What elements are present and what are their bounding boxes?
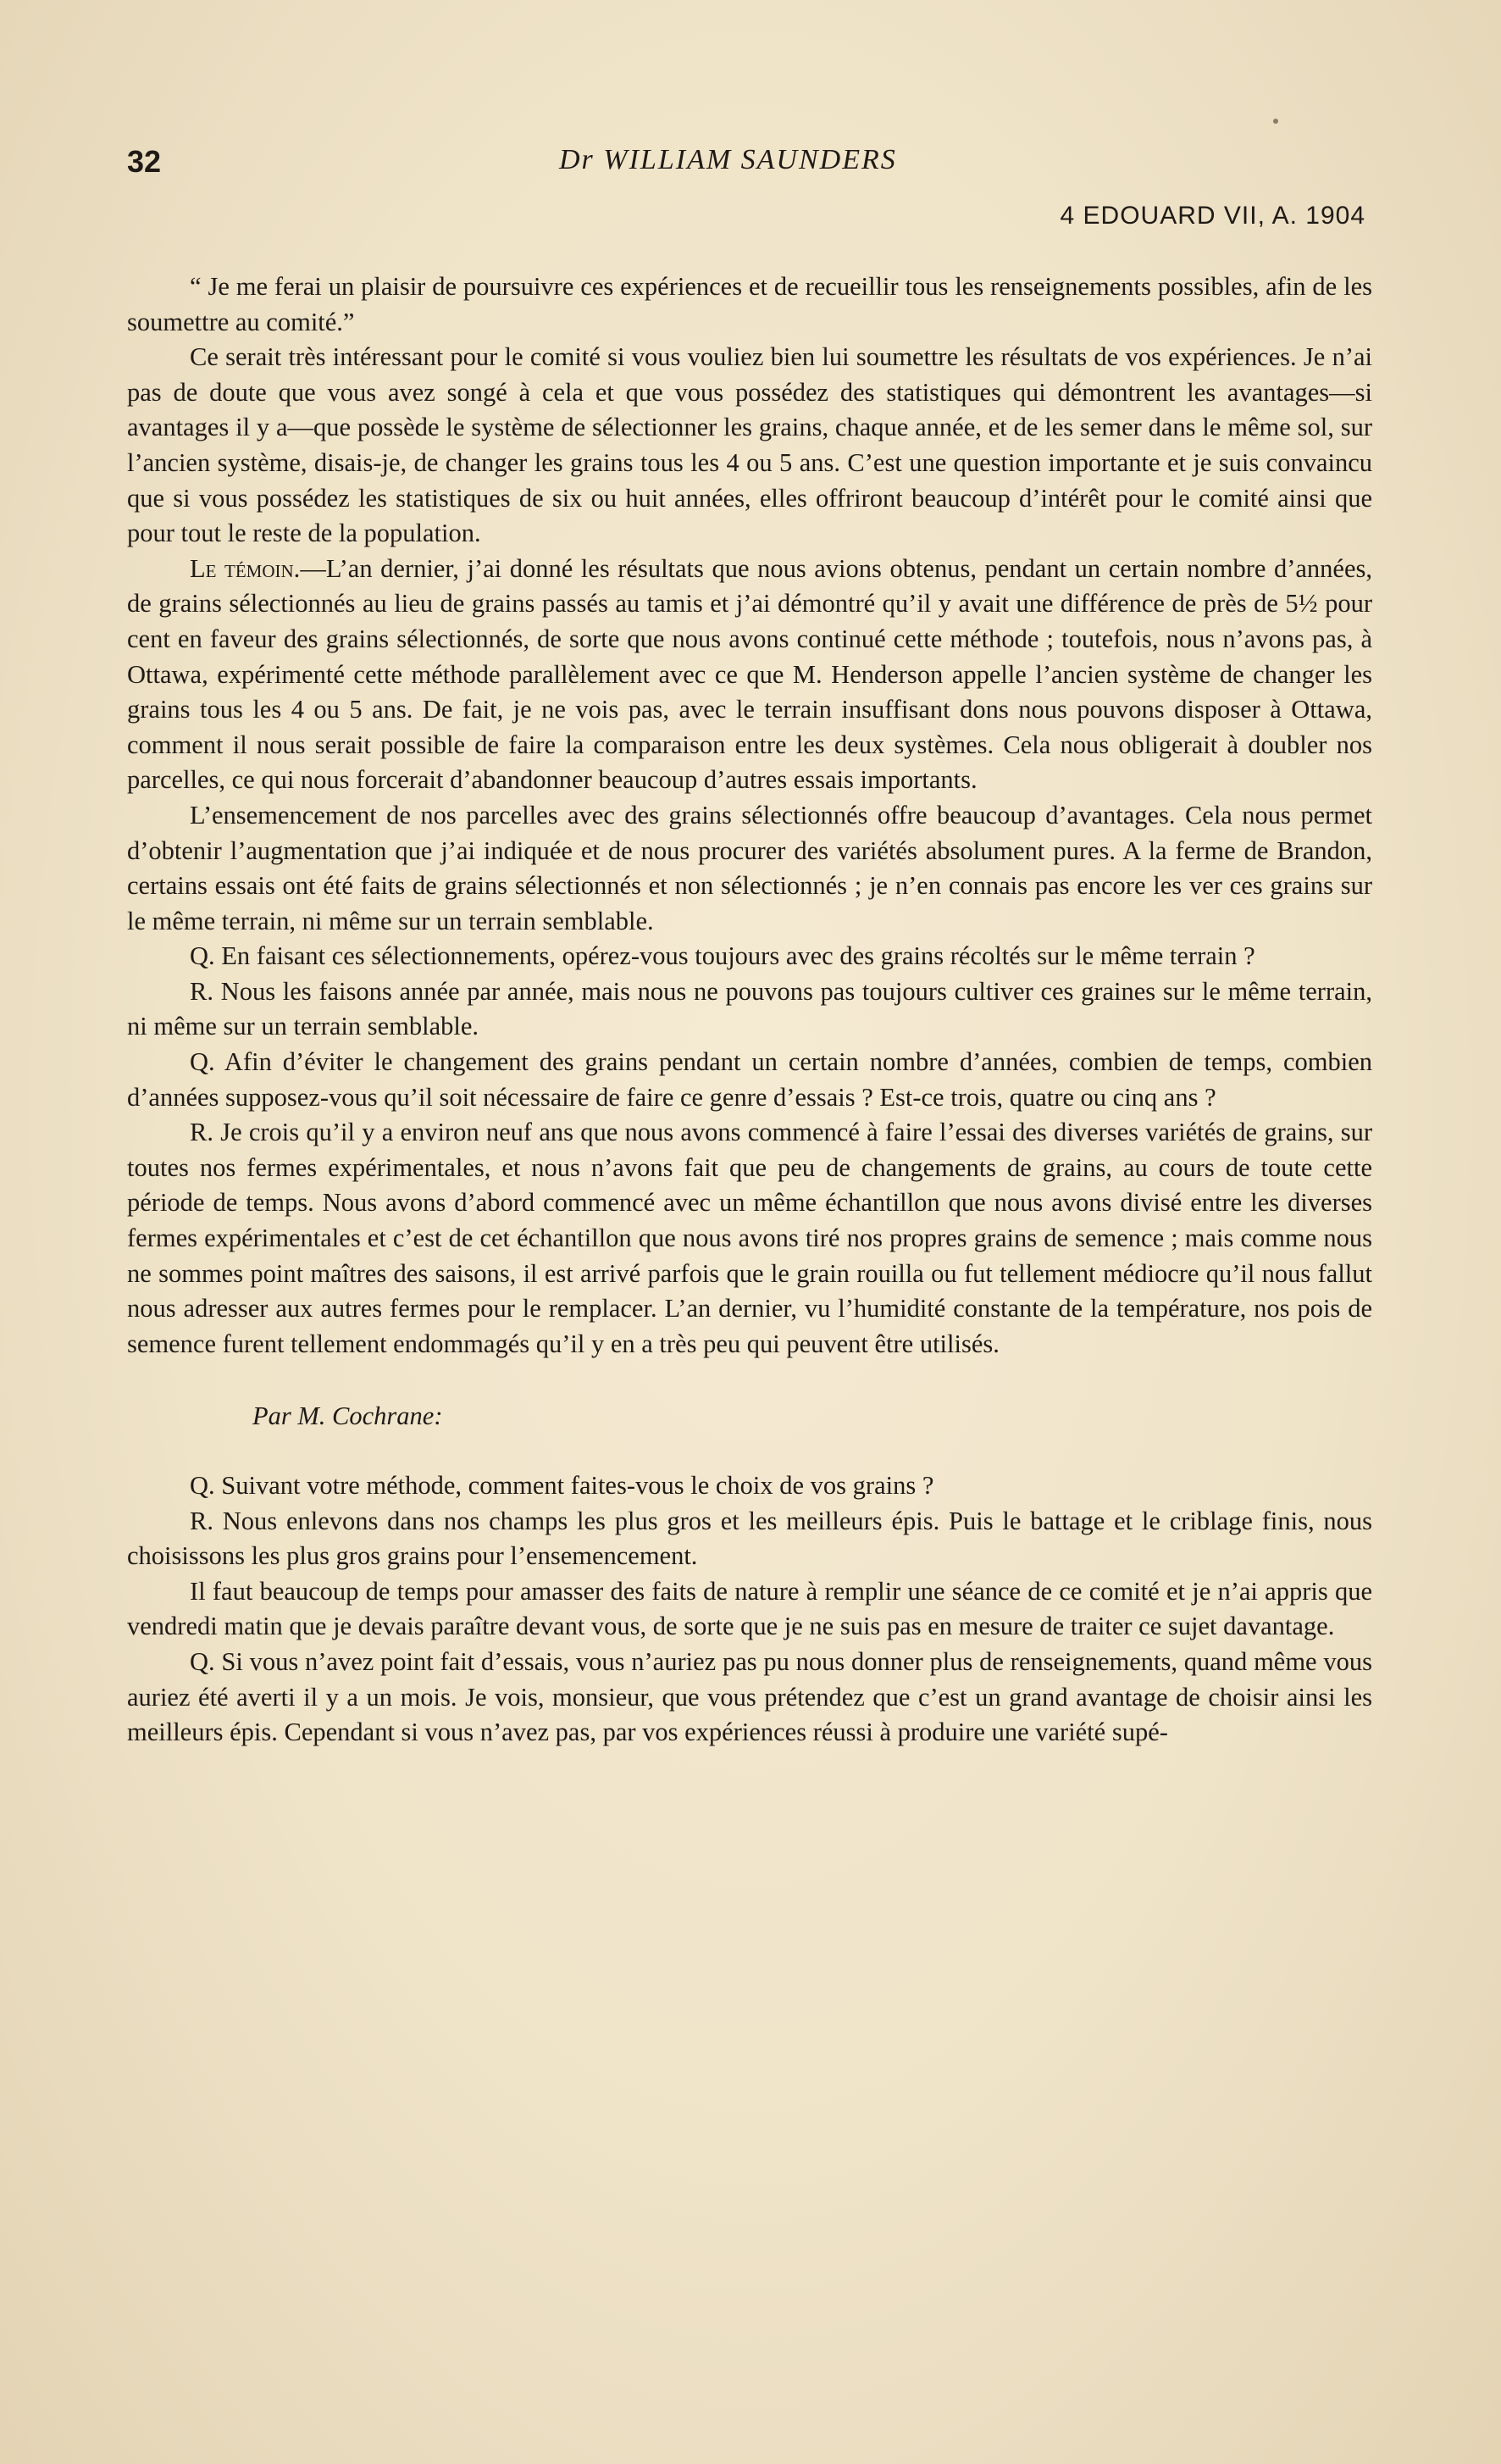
page-header	[127, 144, 1372, 195]
paragraph: Q. Afin d’éviter le changement des grains pendant un certain nombre d’années, combien de temps, combien d’années supposez-vous qu’il soit nécessaire de faire ce genre d’essais ? Est-ce trois, quatre ou cinq ans ?	[127, 1047, 1372, 1112]
witness-text: —L’an dernier, j’ai donné les résultats que nous avions obtenus, pendant un certain nombre d’années, de grains sélectionnés au lieu de grains passés au tamis et j’ai démontré qu’il y avait une différence de près de 5½ pour cent en faveur des grains sélectionnés, de sorte que nous avons continué cette méthode ; toutefois, nous n’avons pas, à Ottawa, expérimenté cette méthode parallèlement avec ce que M. Henderson appelle l’ancien système de changer les grains tous les 4 ou 5 ans. De fait, je ne vois pas, avec le terrain insuffisant dons nous pouvons disposer à Ottawa, comment il nous serait possible de faire la comparaison entre les deux systèmes. Cela nous obligerait à doubler nos parcelles, ce qui nous forcerait d’abandonner beaucoup d’autres essais importants.	[127, 553, 1372, 795]
paragraph: Q. En faisant ces sélectionnements, opérez-vous toujours avec des grains récoltés sur le même terrain ?	[190, 941, 1255, 971]
paragraph: “ Je me ferai un plaisir de poursuivre ces expériences et de recueillir tous les renseignements possibles, afin de les soumettre au comité.”	[127, 272, 1372, 336]
paragraph: L’ensemencement de nos parcelles avec des grains sélectionnés offre beaucoup d’avantages. Cela nous permet d’obtenir l’augmentation que j’ai indiquée et de nous procurer des variétés absolument pures. A la ferme de Brandon, certains essais ont été faits de grains sélectionnés et non sélectionnés ; je n’en connais pas encore les ver ces grains sur le même terrain, ni même sur un terrain semblable.	[127, 800, 1372, 935]
paragraph: R. Nous enlevons dans nos champs les plus gros et les meilleurs épis. Puis le battage et le criblage finis, nous choisissons les plus gros grains pour l’ensemencement.	[127, 1506, 1372, 1571]
session-reference: 4 EDOUARD VII, A. 1904	[1060, 202, 1365, 230]
witness-paragraph	[127, 552, 1372, 798]
paragraph: R. Nous les faisons année par année, mais nous ne pouvons pas toujours cultiver ces graines sur le même terrain, ni même sur un terrain semblable.	[127, 976, 1372, 1041]
paragraph: Il faut beaucoup de temps pour amasser des faits de nature à remplir une séance de ce comité et je n’ai appris que vendredi matin que je devais paraître devant vous, de sorte que je ne suis pas en mesure de traiter ce sujet davantage.	[127, 1576, 1372, 1641]
speaker-label: Le témoin.	[190, 553, 301, 583]
paper-speck	[1273, 119, 1278, 124]
body-text	[127, 269, 1372, 1751]
paragraph: Q. Si vous n’avez point fait d’essais, vous n’auriez pas pu nous donner plus de renseignements, quand même vous auriez été averti il y a un mois. Je vois, monsieur, que vous prétendez que c’est un grand avantage de choisir ainsi les meilleurs épis. Cependant si vous n’avez pas, par vos expériences réussi à produire une variété supé-	[127, 1646, 1372, 1747]
paragraph: R. Je crois qu’il y a environ neuf ans que nous avons commencé à faire l’essai des diverses variétés de grains, sur toutes nos fermes expérimentales, et nous n’avons fait que peu de changements de grains, au cours de toute cette période de temps. Nous avons d’abord commencé avec un même échantillon que nous avons divisé entre les diverses fermes expérimentales et c’est de cet échantillon que nous avons tiré nos propres grains de semence ; mais comme nous ne sommes point maîtres des saisons, il est arrivé parfois que le grain rouilla ou fut tellement médiocre qu’il nous fallut nous adresser aux autres fermes pour le remplacer. L’an dernier, vu l’humidité constante de la température, nos pois de semence furent tellement endommagés qu’il y en a très peu qui peuvent être utilisés.	[127, 1118, 1372, 1358]
section-heading: Par M. Cochrane:	[252, 1401, 443, 1431]
paragraph: Ce serait très intéressant pour le comité si vous vouliez bien lui soumettre les résultats de vos expériences. Je n’ai pas de doute que vous avez songé à cela et que vous possédez des statistiques qui démontrent les avantages—si avantages il y a—que possède le système de sélectionner les grains, chaque année, et de les semer dans le même sol, sur l’ancien système, disais-je, de changer les grains tous les 4 ou 5 ans. C’est une question importante et je suis convaincu que si vous possédez les statistiques de six ou huit années, elles offriront beaucoup d’intérêt pour le comité ainsi que pour tout le reste de la population.	[127, 342, 1372, 548]
page-number: 32	[127, 144, 162, 179]
paragraph: Q. Suivant votre méthode, comment faites-vous le choix de vos grains ?	[190, 1471, 934, 1500]
running-head: Dr WILLIAM SAUNDERS	[559, 144, 897, 175]
